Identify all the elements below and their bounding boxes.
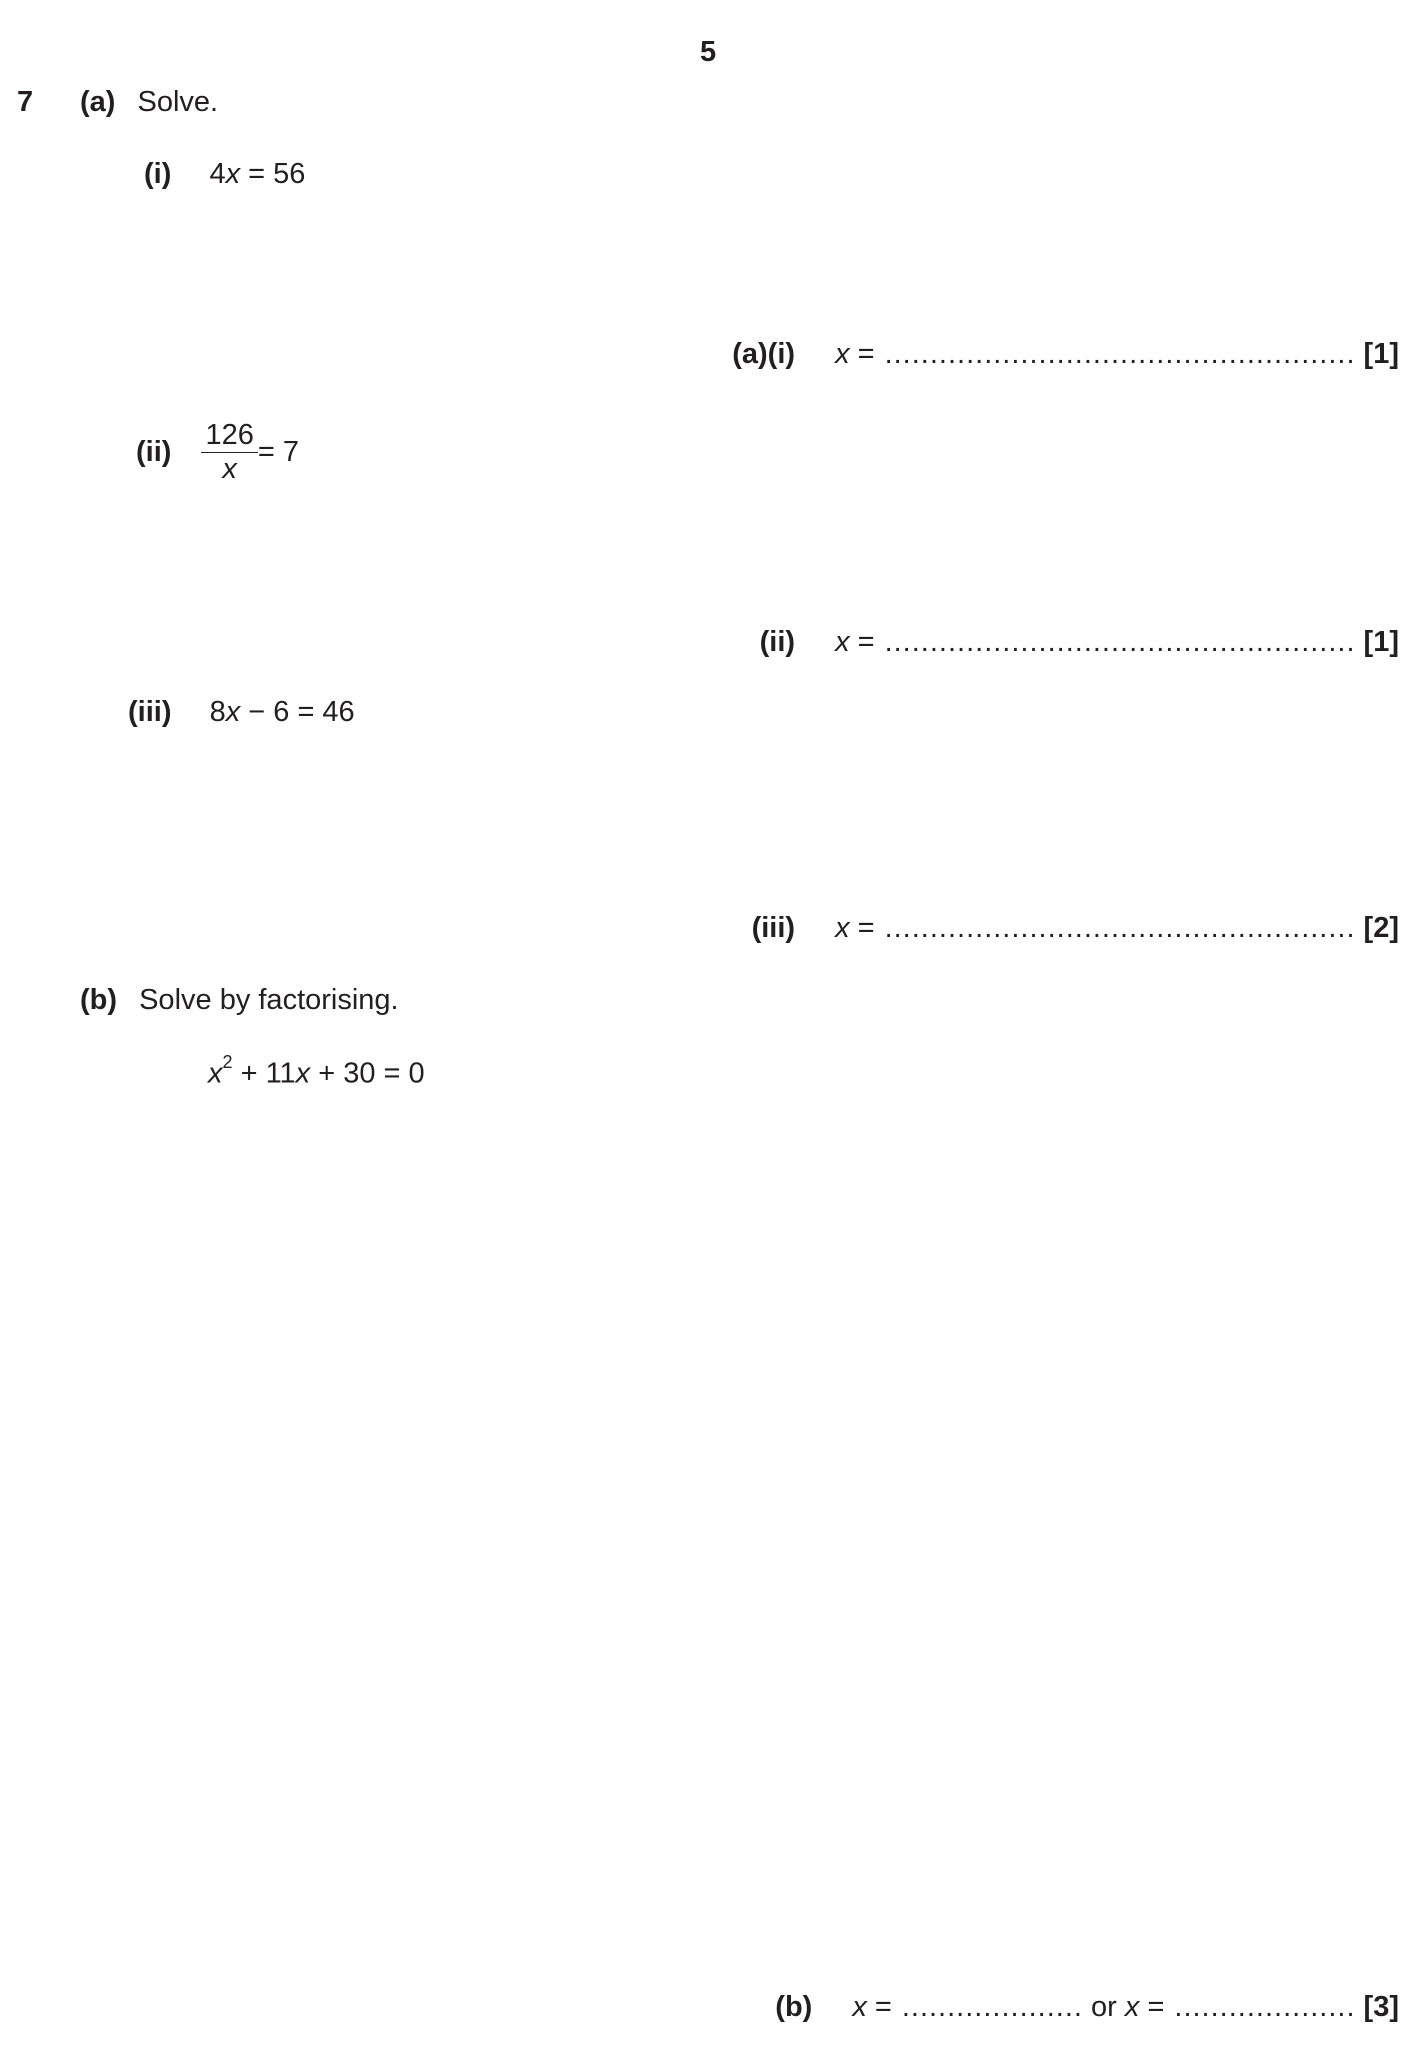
answer-var-2: x =: [1124, 1991, 1165, 2023]
answer-var: x =: [835, 338, 875, 370]
marks-badge: [3]: [1363, 1991, 1399, 2023]
question-a-ii: [136, 420, 299, 484]
or-text: or: [1082, 1991, 1125, 2023]
answer-blank[interactable]: ....................................................: [884, 338, 1356, 370]
answer-label: (a)(i): [732, 338, 796, 370]
answer-var: x =: [835, 626, 875, 658]
answer-label: (ii): [759, 626, 796, 658]
part-a-heading: [80, 86, 218, 119]
answer-line-b: [716, 1991, 1399, 2024]
answer-blank-1[interactable]: ....................: [901, 1991, 1083, 2023]
question-a-i: [144, 158, 305, 191]
fraction-numerator: 126: [201, 420, 257, 453]
item-label: (ii): [136, 435, 172, 468]
question-a-iii: [128, 696, 355, 729]
answer-label: (iii): [751, 912, 796, 944]
equation-rest: = 7: [257, 435, 299, 468]
marks-badge: [1]: [1363, 626, 1399, 658]
question-number: 7: [17, 86, 34, 118]
equation: [201, 420, 299, 484]
equation: 4x = 56: [209, 158, 306, 190]
answer-blank-2[interactable]: ....................: [1174, 1991, 1356, 2023]
answer-var: x =: [835, 912, 875, 944]
fraction-denominator: x: [222, 453, 237, 486]
answer-blank[interactable]: ....................................................: [884, 626, 1356, 658]
answer-var-1: x =: [852, 1991, 892, 2023]
marks-badge: [1]: [1363, 338, 1399, 370]
part-a-label: (a): [80, 86, 116, 118]
answer-line-a-iii: [699, 912, 1399, 945]
item-label: (iii): [128, 696, 172, 728]
marks-badge: [2]: [1363, 912, 1399, 944]
part-a-instruction: Solve.: [137, 86, 219, 118]
part-b-instruction: Solve by factorising.: [139, 984, 399, 1016]
answer-line-a-i: [699, 338, 1399, 371]
answer-blank[interactable]: ....................................................: [884, 912, 1356, 944]
page-number: 5: [700, 36, 717, 68]
item-label: (i): [144, 158, 172, 190]
equation: 8x − 6 = 46: [209, 696, 355, 728]
part-b-heading: [80, 984, 399, 1017]
part-b-label: (b): [80, 984, 118, 1016]
answer-line-a-ii: [699, 626, 1399, 659]
part-b-equation: $x^2 + 11x + 30 = 0$: [208, 1052, 425, 1090]
fraction: [201, 420, 257, 484]
answer-label: (b): [775, 1991, 813, 2023]
